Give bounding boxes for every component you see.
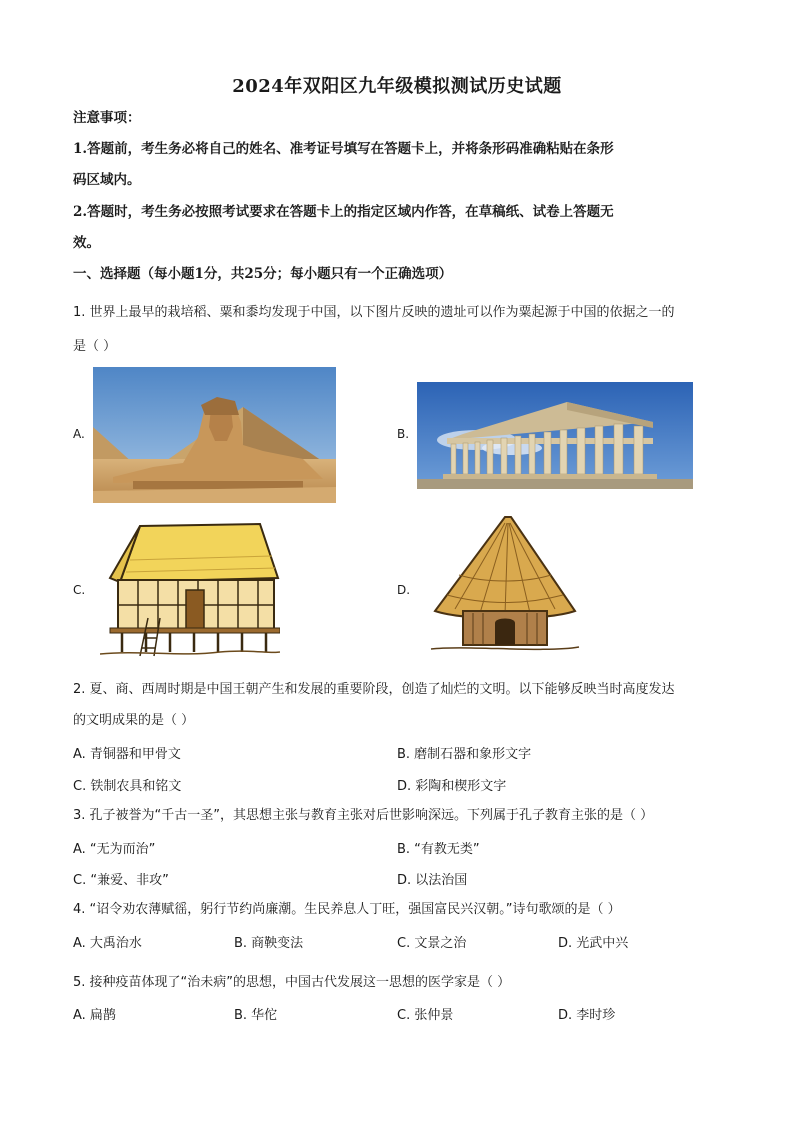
q3-option-d: D. 以法治国 [397, 873, 468, 888]
notice-item-2-line-2: 效。 [73, 235, 100, 251]
page-title: 2024年双阳区九年级模拟测试历史试题 [232, 76, 562, 97]
sphinx-pyramid-photo [93, 367, 336, 503]
question-1-stem: 1. 世界上最早的栽培稻、粟和黍均发现于中国，以下图片反映的遗址可以作为粟起源于中国的依据之一的 [73, 305, 675, 320]
q5-option-a: A. 扁鹊 [73, 1008, 116, 1023]
q4-option-d: D. 光武中兴 [558, 936, 629, 951]
question-2-stem: 2. 夏、商、西周时期是中国王朝产生和发展的重要阶段，创造了灿烂的文明。以下能够反映当时高度发达 [73, 682, 675, 697]
q2-option-c: C. 铁制农具和铭文 [73, 779, 182, 794]
q2-option-a: A. 青铜器和甲骨文 [73, 747, 181, 762]
question-4-stem: 4. “诏令劝农薄赋徭，躬行节约尚廉潮。生民养息人丁旺，强国富民兴汉朝。”诗句歌颂的是（ ） [73, 902, 621, 917]
question-2-stem-cont: 的文明成果的是（ ） [73, 713, 195, 728]
q3-option-b: B. “有教无类” [397, 842, 480, 857]
q4-option-a: A. 大禹治水 [73, 936, 142, 951]
q4-option-b: B. 商鞅变法 [234, 936, 304, 951]
q5-option-d: D. 李时珍 [558, 1008, 616, 1023]
section-1-heading: 一、选择题（每小题1分，共25分；每小题只有一个正确选项） [73, 266, 453, 282]
question-5-stem: 5. 接种疫苗体现了“治未病”的思想，中国古代发展这一思想的医学家是（ ） [73, 975, 511, 990]
notice-heading: 注意事项： [73, 110, 141, 126]
q1-option-c-label: C. [73, 583, 86, 597]
q1-option-a-label: A. [73, 427, 85, 441]
thatched-round-hut-drawing [425, 513, 585, 661]
q5-option-c: C. 张仲景 [397, 1008, 454, 1023]
question-1-stem-cont: 是（ ） [73, 339, 117, 354]
stilt-house-drawing [100, 520, 280, 658]
question-3-stem: 3. 孔子被誉为“千古一圣”，其思想主张与教育主张对后世影响深远。下列属于孔子教育主张的是（ ） [73, 808, 654, 823]
q3-option-a: A. “无为而治” [73, 842, 156, 857]
parthenon-photo [417, 382, 693, 489]
q3-option-c: C. “兼爱、非攻” [73, 873, 169, 888]
q5-option-b: B. 华佗 [234, 1008, 278, 1023]
notice-item-1-line-1: 1.答题前，考生务必将自己的姓名、准考证号填写在答题卡上，并将条形码准确粘贴在条形 [73, 141, 614, 157]
q2-option-d: D. 彩陶和楔形文字 [397, 779, 507, 794]
q1-option-b-label: B. [397, 427, 410, 441]
q1-option-d-label: D. [397, 583, 411, 597]
notice-item-2-line-1: 2.答题时，考生务必按照考试要求在答题卡上的指定区域内作答，在草稿纸、试卷上答题无 [73, 204, 614, 220]
q4-option-c: C. 文景之治 [397, 936, 467, 951]
notice-item-1-line-2: 码区域内。 [73, 172, 141, 188]
q2-option-b: B. 磨制石器和象形文字 [397, 747, 532, 762]
